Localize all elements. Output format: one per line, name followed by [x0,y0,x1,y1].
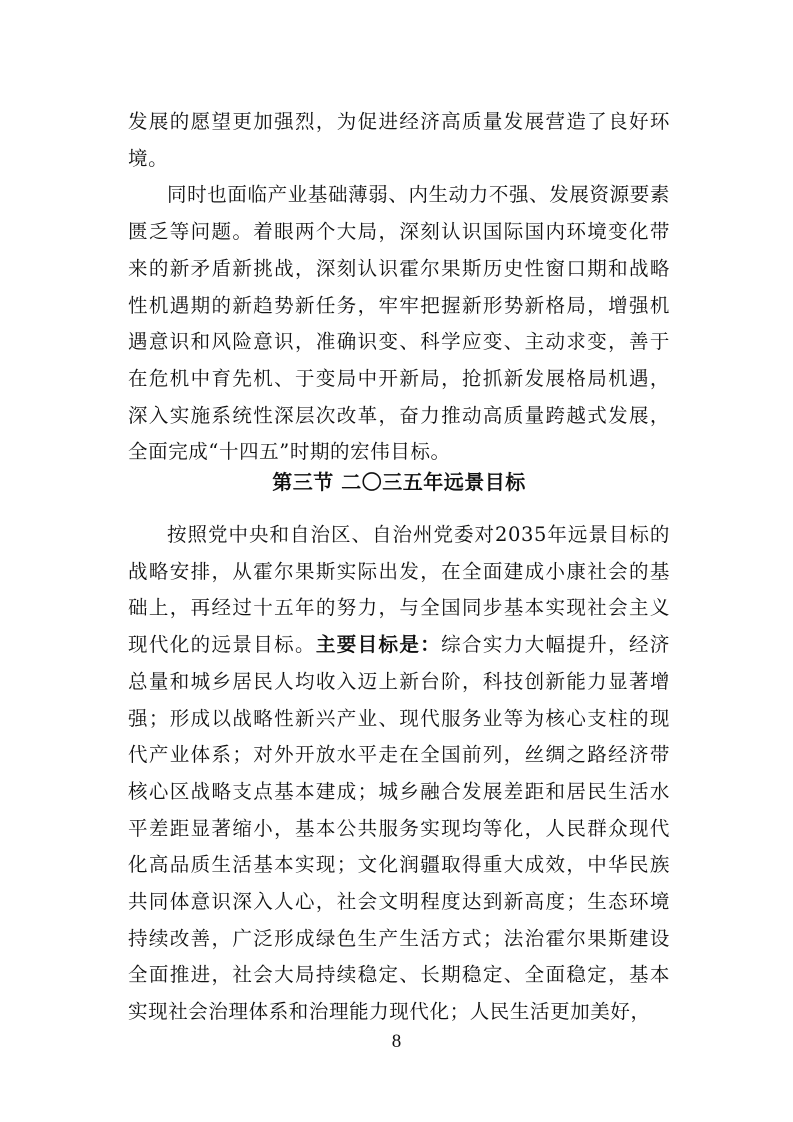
paragraph-challenges: 同时也面临产业基础薄弱、内生动力不强、发展资源要素匮乏等问题。着眼两个大局，深刻认识国际国内环境变化带来的新矛盾新挑战，深刻认识霍尔果斯历史性窗口期和战略性机遇期的新趋势新任务，牢牢把握新形势新格局，增强机遇意识和风险意识，准确识变、科学应变、主动求变，善于在危机中育先机、于变局中开新局，抢抓新发展格局机遇，深入实施系统性深层次改革，奋力推动高质量跨越式发展，全面完成“十四五”时期的宏伟目标。 [128,183,670,464]
paragraph-vision-goals [128,517,670,1031]
paragraph-goals-detail: 综合实力大幅提升，经济总量和城乡居民人均收入迈上新台阶，科技创新能力显著增强；形成以战略性新兴产业、现代服务业等为核心支柱的现代产业体系；对外开放水平走在全国前列，丝绸之路经济带核心区战略支点基本建成；城乡融合发展差距和居民生活水平差距显著缩小，基本公共服务实现均等化，人民群众现代化高品质生活基本实现；文化润疆取得重大成效，中华民族共同体意识深入人心，社会文明程度达到新高度；生态环境持续改善，广泛形成绿色生产生活方式；法治霍尔果斯建设全面推进，社会大局持续稳定、长期稳定、全面稳定，基本实现社会治理体系和治理能力现代化；人民生活更加美好， [128,633,670,1024]
section-text-block [128,517,670,1031]
top-text-block [128,104,670,471]
paragraph-lead: 按照党中央和自治区、自治州党委对2035年远景目标的战略安排，从霍尔果斯实际出发，在全面建成小康社会的基础上，再经过十五年的努力，与全国同步基本实现社会主义现代化的远景目标。 [128,523,670,657]
main-goals-label: 主要目标是： [315,633,442,657]
section-heading: 第三节 二〇三五年远景目标 [272,470,526,494]
paragraph-continuation: 发展的愿望更加强烈，为促进经济高质量发展营造了良好环境。 [128,110,670,170]
page-number: 8 [391,1031,402,1052]
